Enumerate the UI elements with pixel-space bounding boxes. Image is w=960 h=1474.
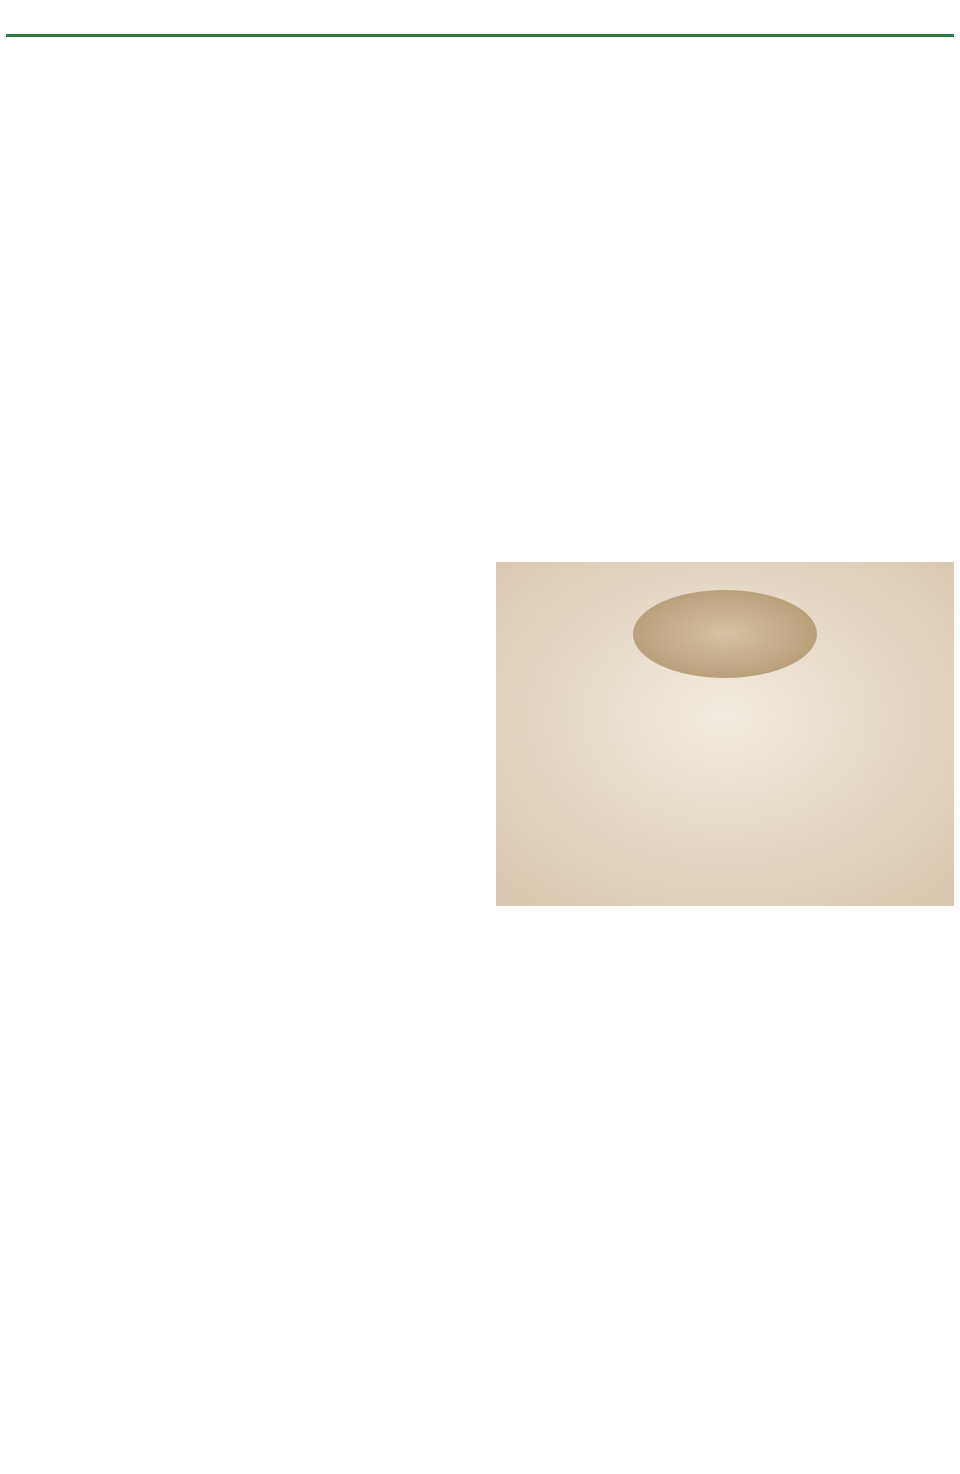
wreath-photo xyxy=(496,562,954,906)
crossword-grid xyxy=(450,930,956,1470)
recipe-column-left xyxy=(6,92,466,97)
wreath-illustration xyxy=(496,562,954,906)
page-header xyxy=(0,0,960,36)
header-rule xyxy=(6,34,954,37)
